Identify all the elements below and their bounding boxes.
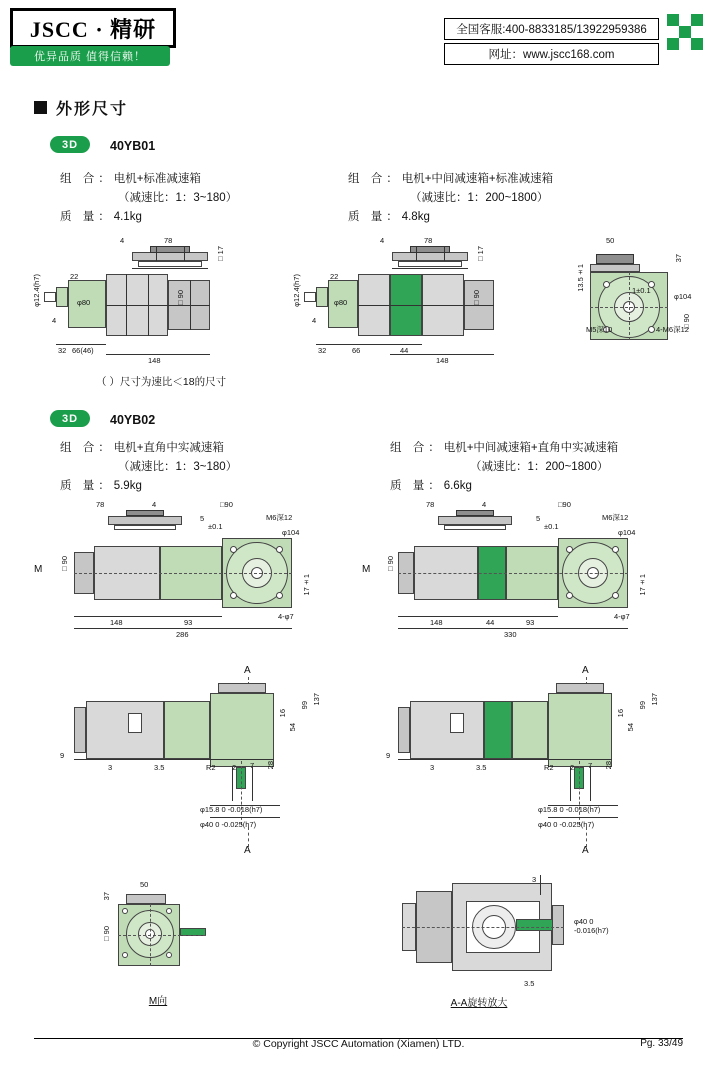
dim-yb01-f-50: 50 (606, 236, 615, 245)
yb01-l-top-base (138, 261, 202, 267)
drawing-yb02-top-right (362, 500, 690, 645)
yb02-sl-cap (218, 683, 266, 693)
yb02-tr-dim4 (398, 628, 628, 629)
label-aa-view-text: A-A旋转放大 (450, 998, 508, 1009)
dim-yb02-tr-4phi7: 4-φ7 (614, 612, 630, 621)
dim-yb02-sr-phi158: φ15.8 0 -0.018(h7) (538, 805, 601, 814)
dim-yb02-sl-9: 9 (60, 751, 65, 760)
yb01-f-top-block (596, 254, 634, 264)
yb02-sr-cap (556, 683, 604, 693)
dim-yb02-sr-137: 137 (650, 693, 659, 706)
yb01-m-dim-a (316, 344, 328, 345)
drawing-yb01-front (570, 230, 705, 365)
dim-yb01-m-phi12: φ12.4(h7) (292, 274, 301, 307)
dim-yb01-m-90: □90 (472, 290, 481, 308)
spec-yb02-right-combo (390, 440, 618, 456)
badge-3d-yb02 (50, 410, 90, 427)
yb01-m-top-base (398, 261, 462, 267)
badge-3d-yb01 (50, 136, 90, 153)
yb01-l-div2 (148, 274, 149, 336)
dim-aa-3: 3 (532, 875, 537, 884)
yb02-sr-shaft-edge2 (590, 767, 591, 801)
dim-yb01-m-44: 44 (400, 346, 409, 355)
yb02-tl-centerline (74, 573, 292, 574)
dim-yb01-l-22: 22 (70, 272, 79, 281)
yb01-m-dim-c (390, 344, 422, 345)
dim-yb02-tr-m6: M6深12 (602, 513, 629, 522)
aa-dim-v (540, 875, 541, 895)
yb02-sr-intermediate (484, 701, 512, 759)
spec-yb01-right-combo-value: 电机+中间减速箱+标准减速箱 (401, 173, 554, 185)
spec-yb02-right-mass-label: 质 量： (390, 480, 444, 492)
spec-yb02-left-mass (60, 478, 142, 494)
dim-m-view-50: 50 (140, 880, 149, 889)
spec-yb01-right-mass-label: 质 量： (348, 211, 402, 223)
spec-yb02-left-mass-value: 5.9kg (113, 480, 142, 492)
aa-right-cap (552, 905, 564, 945)
dim-yb01-l-90: □90 (176, 290, 185, 308)
yb02-sr-shaft-edge1 (570, 767, 571, 801)
yb01-l-div1 (126, 274, 127, 336)
dim-yb02-sr-2: 2 (570, 763, 575, 772)
yb01-m-top-tick2 (444, 246, 445, 261)
dim-yb02-tl-93: 93 (184, 618, 193, 627)
dim-yb02-sr-3: 3 (430, 763, 435, 772)
drawing-yb02-side-left (60, 665, 350, 855)
copyright-text: © Copyright JSCC Automation (Xiamen) LTD. (252, 1038, 465, 1050)
yb02-sr-gearbox (512, 701, 548, 759)
spec-yb02-left-ratio: （减速比：1：3~180） (118, 461, 238, 473)
dim-yb01-f-37: 37 (674, 254, 683, 263)
m-view-hole-1 (122, 908, 128, 914)
spec-yb01-right-mass (348, 209, 430, 225)
dim-yb02-tl-4phi7: 4-φ7 (278, 612, 294, 621)
yb02-tr-centerline (398, 573, 628, 574)
yb01-m-shaft (304, 292, 316, 302)
yb02-tl-hole-2 (276, 546, 283, 553)
note-yb01: （ ）尺寸为速比＜18的尺寸 (96, 376, 227, 388)
label-aa-view (424, 994, 534, 1009)
brand-tagline-text: 优异品质 值得信赖！ (33, 51, 147, 63)
dim-yb02-tr-M: M (362, 564, 371, 575)
dim-yb02-sr-16: 16 (616, 709, 625, 718)
spec-yb01-left-mass (60, 209, 142, 225)
dim-yb02-tr-93: 93 (526, 618, 535, 627)
badge-3d-yb01-text: 3D (61, 138, 79, 151)
dim-yb02-sl-7: 7 (250, 761, 255, 770)
dim-yb02-sl-A-top: A (244, 665, 251, 676)
dim-yb01-m-148: 148 (436, 356, 449, 365)
dim-yb02-tl-286: 286 (176, 630, 189, 639)
dim-yb02-tl-pm01: ±0.1 (208, 522, 223, 531)
dim-yb02-tl-phi104: φ104 (282, 528, 300, 537)
dim-yb01-f-m5: M5深10 (586, 325, 613, 334)
drawing-aa-section (380, 875, 630, 995)
dim-yb01-m-22: 22 (330, 272, 339, 281)
yb01-l-shaft (44, 292, 56, 302)
dim-yb02-tr-4: 4 (482, 500, 487, 509)
dim-yb02-tl-M: M (34, 564, 43, 575)
dim-yb01-f-1pm: 1±0.1 (632, 286, 651, 295)
yb02-sl-baseline (74, 759, 274, 760)
yb02-sl-shaft-edge1 (232, 767, 233, 801)
yb01-l-axis (106, 305, 210, 306)
yb02-sr-shaft-center (579, 761, 580, 825)
dim-yb01-l-4: 4 (120, 236, 125, 245)
dim-yb02-sl-R2: R2 (206, 763, 216, 772)
yb02-tr-hole-2 (612, 546, 619, 553)
yb02-tl-dim1 (74, 616, 160, 617)
m-view-hole-2 (166, 908, 172, 914)
dim-yb02-tr-17: 17±1 (638, 574, 647, 596)
spec-yb02-right-mass (390, 478, 472, 494)
yb01-l-top-plate (132, 252, 208, 261)
dim-yb02-tl-m6: M6深12 (266, 513, 293, 522)
dim-yb02-tr-5: 5 (536, 514, 541, 523)
label-m-view (128, 992, 188, 1007)
yb02-sl-right-angle-body (210, 693, 275, 770)
dim-yb02-sl-35: 3.5 (154, 763, 165, 772)
spec-yb01-left-combo-value: 电机+标准减速箱 (113, 173, 201, 185)
yb02-tr-dim2 (478, 616, 506, 617)
dim-yb02-tr-148: 148 (430, 618, 443, 627)
yb02-tl-hole-1 (230, 546, 237, 553)
spec-yb02-left-combo-label: 组 合： (60, 442, 114, 454)
yb02-sr-motor (410, 701, 484, 759)
drawing-yb02-top-left (34, 500, 350, 645)
dim-yb02-sr-7: 7 (588, 761, 593, 770)
dim-yb01-m-78: 78 (424, 236, 433, 245)
dim-aa-35: 3.5 (524, 979, 535, 988)
drawing-yb01-intermediate (290, 234, 515, 364)
yb02-sl-terminal (128, 713, 142, 733)
dim-yb02-sl-28: 28 (266, 761, 275, 770)
dim-yb02-tl-78: 78 (96, 500, 105, 509)
model-name-yb01: 40YB01 (110, 139, 156, 153)
yb02-tr-dim1 (398, 616, 478, 617)
dim-yb01-l-78: 78 (164, 236, 173, 245)
label-m-view-text: M向 (148, 996, 168, 1007)
dim-yb01-m-4: 4 (380, 236, 385, 245)
checker-decoration (667, 14, 703, 50)
dim-yb02-tl-90: □90 (220, 500, 233, 509)
dim-yb01-f-m6: 4-M6深12 (656, 325, 689, 334)
dim-yb01-l-4b: 4 (52, 316, 57, 325)
dim-yb02-tr-90: □90 (558, 500, 571, 509)
dim-m-view-37: 37 (102, 892, 111, 901)
yb02-tl-dim2 (160, 616, 222, 617)
yb01-m-top-plate (392, 252, 468, 261)
section-title-text: 外形尺寸 (56, 101, 129, 118)
m-view-hole-3 (122, 952, 128, 958)
dim-yb02-tl-17: 17±1 (302, 574, 311, 596)
model-name-yb02: 40YB02 (110, 413, 156, 427)
yb02-tl-clamp (126, 510, 164, 516)
dim-yb02-tr-330: 330 (504, 630, 517, 639)
dim-yb01-m-32: 32 (318, 346, 327, 355)
brand-logo (10, 8, 176, 48)
brand-tagline (10, 46, 170, 66)
spec-yb01-right-mass-value: 4.8kg (401, 211, 430, 223)
dim-yb01-m-66: 66 (352, 346, 361, 355)
m-view-hole-4 (166, 952, 172, 958)
spec-yb01-left-mass-value: 4.1kg (113, 211, 142, 223)
spec-yb01-left-combo-label: 组 合： (60, 173, 114, 185)
dim-yb02-sl-2: 2 (232, 763, 237, 772)
dim-yb02-sr-A-top: A (582, 665, 589, 676)
dim-yb02-sl-16: 16 (278, 709, 287, 718)
page-number: Pg. 33/49 (640, 1038, 683, 1049)
dim-yb02-sr-35: 3.5 (476, 763, 487, 772)
page-footer (0, 1038, 717, 1060)
dim-yb02-sl-phi40: φ40 0 -0.025(h7) (200, 820, 257, 829)
dim-yb01-m-17: □17 (476, 246, 485, 264)
spec-yb02-left-combo (60, 440, 224, 456)
brand-logo-text: JSCC · 精研 (29, 16, 157, 42)
dim-yb02-sr-R2: R2 (544, 763, 554, 772)
spec-yb02-left-combo-value: 电机+直角中实减速箱 (113, 442, 224, 454)
dim-yb02-tl-90b: □90 (60, 556, 69, 574)
contact-website: 网址：www.jscc168.com (444, 43, 659, 65)
contact-block (444, 18, 659, 65)
yb02-tl-base (114, 525, 176, 530)
drawing-m-view (100, 880, 240, 995)
yb01-m-dim-b (328, 344, 390, 345)
spec-yb01-left-combo (60, 171, 201, 187)
dim-yb01-f-135: 13.5±1 (576, 264, 585, 292)
dim-yb02-sr-99: 99 (638, 701, 647, 710)
dim-yb01-l-32: 32 (58, 346, 67, 355)
yb02-sr-baseline (398, 759, 612, 760)
m-view-center-h (118, 935, 206, 936)
yb02-sl-tail (74, 707, 86, 753)
yb02-sr-A-line-bot (586, 827, 587, 847)
dim-yb01-l-phi80: φ80 (77, 298, 91, 307)
spec-yb02-right-ratio: （减速比：1：200~1800） (470, 461, 609, 473)
spec-yb01-left-ratio: （减速比：1：3~180） (118, 192, 238, 204)
dim-yb01-m-4b: 4 (312, 316, 317, 325)
m-view-top-block (126, 894, 166, 904)
dim-yb02-tl-5: 5 (200, 514, 205, 523)
yb01-f-hole-4 (648, 326, 655, 333)
dim-yb02-tl-4: 4 (152, 500, 157, 509)
yb02-sl-A-line-bot (248, 827, 249, 847)
dim-yb01-l-17: □17 (216, 246, 225, 264)
dim-yb02-sl-54: 54 (288, 723, 297, 732)
dim-yb02-tl-148: 148 (110, 618, 123, 627)
yb02-tl-hole-3 (230, 592, 237, 599)
dim-m-view-90: □90 (102, 926, 111, 944)
spec-yb02-right-mass-value: 6.6kg (443, 480, 472, 492)
yb02-tr-hole-1 (566, 546, 573, 553)
yb02-tr-base (444, 525, 506, 530)
bullet-square-icon (34, 101, 47, 114)
dim-yb01-l-148: 148 (148, 356, 161, 365)
dim-yb02-tr-44: 44 (486, 618, 495, 627)
yb02-tl-dim3 (74, 628, 292, 629)
yb01-l-dim-b (68, 344, 106, 345)
drawing-yb01-standard (30, 234, 250, 364)
yb01-l-top-tick1 (156, 246, 157, 261)
yb02-sl-shaft-center (241, 761, 242, 825)
drawing-yb02-side-right (386, 665, 690, 856)
dim-yb02-sr-9: 9 (386, 751, 391, 760)
dim-yb02-sl-3: 3 (108, 763, 113, 772)
dim-yb02-sl-99: 99 (300, 701, 309, 710)
section-title (34, 96, 128, 119)
dim-aa-phi40: φ40 0 -0.016(h7) (574, 917, 609, 935)
yb02-sl-shaft-edge2 (252, 767, 253, 801)
aa-centerline (402, 927, 564, 928)
spec-yb02-right-combo-label: 组 合： (390, 442, 444, 454)
yb01-f-hole-1 (603, 281, 610, 288)
dim-yb02-sr-phi40: φ40 0 -0.025(h7) (538, 820, 595, 829)
spec-yb01-right-combo-label: 组 合： (348, 173, 402, 185)
dim-yb01-f-phi104: φ104 (674, 292, 692, 301)
yb02-tr-topplate (438, 516, 512, 525)
dim-yb02-sr-A-bot: A (582, 845, 589, 856)
dim-yb02-tr-90b: □90 (386, 556, 395, 574)
dim-yb02-sr-54: 54 (626, 723, 635, 732)
yb02-tr-clamp (456, 510, 494, 516)
page-header (0, 0, 717, 80)
m-view-center-v (150, 904, 151, 966)
yb01-l-div3 (190, 280, 191, 330)
yb02-sr-right-angle-body (548, 693, 613, 770)
yb01-m-top-line (392, 268, 468, 269)
yb01-l-shaft-flange (56, 287, 68, 307)
spec-yb02-left-mass-label: 质 量： (60, 480, 114, 492)
dim-yb01-f-90: □90 (682, 314, 691, 332)
yb02-tl-topplate (108, 516, 182, 525)
dim-yb02-sl-phi158: φ15.8 0 -0.018(h7) (200, 805, 263, 814)
dim-yb01-l-66: 66(46) (72, 346, 94, 355)
dim-yb01-m-phi80: φ80 (334, 298, 348, 307)
yb01-m-shaft-flange (316, 287, 328, 307)
yb01-l-top-tick2 (184, 246, 185, 261)
dim-yb02-sl-A-bot: A (244, 845, 251, 856)
yb02-sr-dim-h2 (548, 817, 618, 818)
yb02-sl-motor (86, 701, 164, 759)
spec-yb01-right-combo (348, 171, 553, 187)
yb02-sr-tail (398, 707, 410, 753)
dim-yb02-sr-28: 28 (604, 761, 613, 770)
yb02-tl-hole-4 (276, 592, 283, 599)
badge-3d-yb02-text: 3D (61, 412, 79, 425)
yb01-f-top-plate (590, 264, 640, 272)
spec-yb01-left-mass-label: 质 量： (60, 211, 114, 223)
spec-yb02-right-combo-value: 电机+中间减速箱+直角中实减速箱 (443, 442, 619, 454)
yb01-f-centerline-v (629, 272, 630, 340)
spec-yb01-right-ratio: （减速比：1：200~1800） (410, 192, 549, 204)
yb02-tr-hole-4 (612, 592, 619, 599)
yb02-sl-dim-h2 (210, 817, 280, 818)
yb01-l-top-line (132, 268, 208, 269)
yb02-tr-hole-3 (566, 592, 573, 599)
yb01-m-top-tick1 (416, 246, 417, 261)
dim-yb01-l-phi12: φ12.4(h7) (32, 274, 41, 307)
dim-yb02-tr-pm01: ±0.1 (544, 522, 559, 531)
yb02-sl-gearbox (164, 701, 210, 759)
yb02-tr-dim3 (506, 616, 558, 617)
yb01-l-dim-c (106, 354, 210, 355)
yb01-l-dim-a (56, 344, 68, 345)
dim-yb02-tr-78: 78 (426, 500, 435, 509)
dim-yb02-tr-phi104: φ104 (618, 528, 636, 537)
dim-yb02-sl-137: 137 (312, 693, 321, 706)
yb02-sr-terminal (450, 713, 464, 733)
contact-phone: 全国客服:400-8833185/13922959386 (444, 18, 659, 40)
